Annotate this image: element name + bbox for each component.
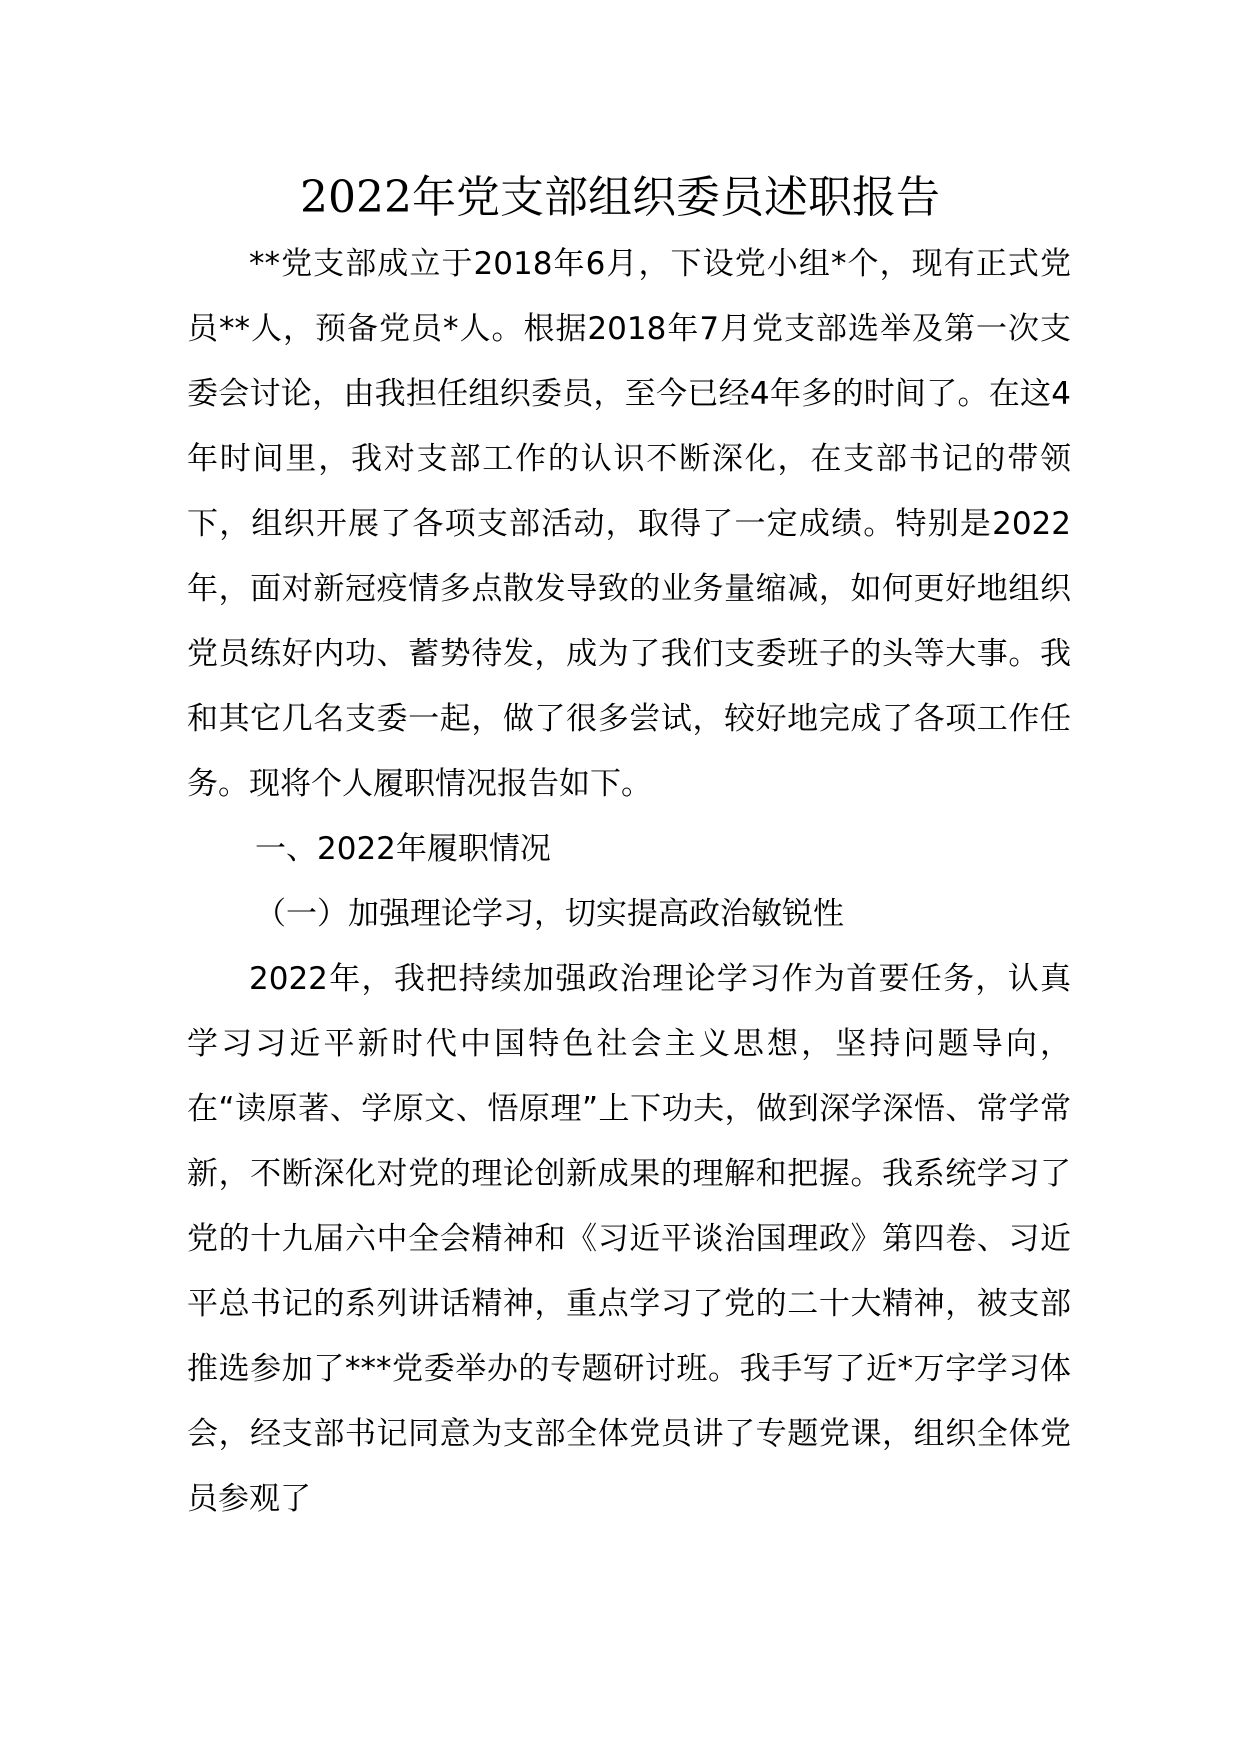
- document-title: 2022年党支部组织委员述职报告: [300, 172, 940, 223]
- document-body: [187, 232, 1071, 1532]
- intro-paragraph: **党支部成立于2018年6月，下设党小组*个，现有正式党员**人，预备党员*人。根据2018年7月党支部选举及第一次支委会讨论，由我担任组织委员，至今已经4年多的时间了。在这4年时间里，我对支部工作的认识不断深化，在支部书记的带领下，组织开展了各项支部活动，取得了一定成绩。特别是2022年，面对新冠疫情多点散发导致的业务量缩减，如何更好地组织党员练好内功、蓄势待发，成为了我们支委班子的头等大事。我和其它几名支委一起，做了很多尝试，较好地完成了各项工作任务。现将个人履职情况报告如下。: [187, 246, 1071, 802]
- section-heading: 一、2022年履职情况: [255, 831, 551, 867]
- study-paragraph: 2022年，我把持续加强政治理论学习作为首要任务，认真学习习近平新时代中国特色社会主义思想，坚持问题导向，在“读原著、学原文、悟原理”上下功夫，做到深学深悟、常学常新，不断深化对党的理论创新成果的理解和把握。我系统学习了党的十九届六中全会精神和《习近平谈治国理政》第四卷、习近平总书记的系列讲话精神，重点学习了党的二十大精神，被支部推选参加了***党委举办的专题研讨班。我手写了近*万字学习体会，经支部书记同意为支部全体党员讲了专题党课，组织全体党员参观了: [187, 961, 1071, 1517]
- subsection-heading: （一）加强理论学习，切实提高政治敏锐性: [255, 896, 844, 932]
